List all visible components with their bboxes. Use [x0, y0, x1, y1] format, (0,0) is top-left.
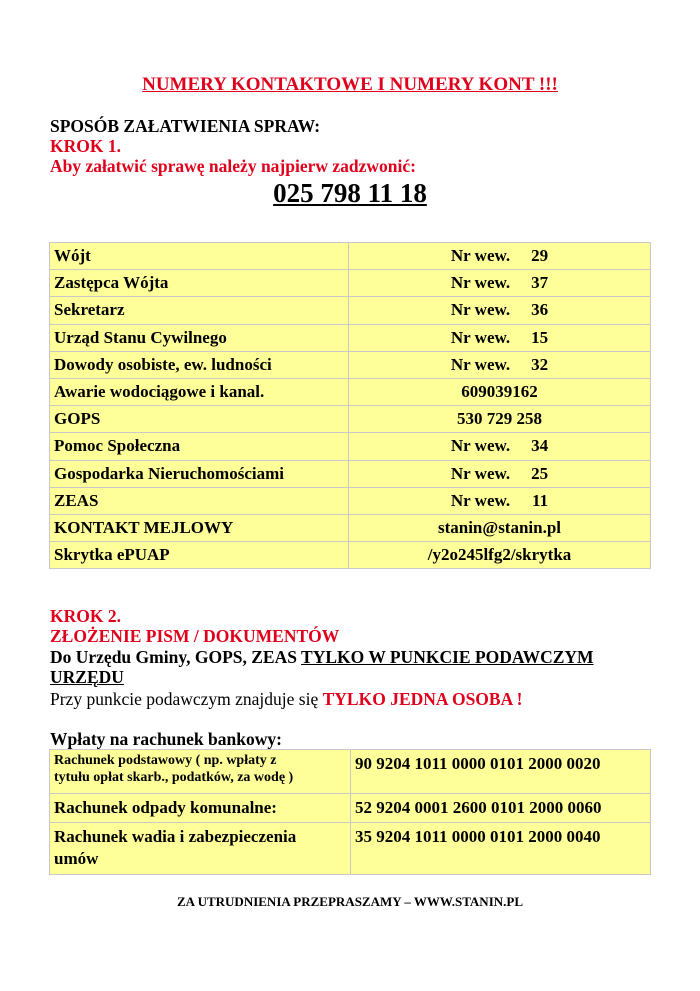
contact-name: Zastępca Wójta	[50, 270, 349, 297]
account-label-line1: Rachunek wadia i zabezpieczenia	[54, 827, 297, 846]
account-number[interactable]: 90 9204 1011 0000 0101 2000 0020	[351, 750, 651, 794]
contact-extension	[349, 460, 651, 487]
table-row	[50, 542, 651, 569]
table-row	[50, 378, 651, 405]
table-row	[50, 794, 651, 823]
table-row	[50, 514, 651, 541]
table-row	[50, 270, 651, 297]
account-label	[50, 794, 351, 823]
contact-name: Dowody osobiste, ew. ludności	[50, 351, 349, 378]
contact-extension	[349, 487, 651, 514]
ext-number: 25	[531, 463, 549, 483]
account-label-line2: umów	[54, 849, 99, 868]
account-number[interactable]: 35 9204 1011 0000 0101 2000 0040	[351, 823, 651, 875]
contact-phone[interactable]: 609039162	[349, 378, 651, 405]
contact-name: KONTAKT MEJLOWY	[50, 514, 349, 541]
ext-number: 32	[531, 354, 549, 374]
account-number[interactable]: 52 9204 0001 2600 0101 2000 0060	[351, 794, 651, 823]
step2-line1	[50, 647, 594, 668]
step1-instruction: Aby załatwić sprawę należy najpierw zadzwonić:	[50, 156, 416, 176]
main-phone-number[interactable]: 025 798 11 18	[273, 178, 427, 208]
contact-name: GOPS	[50, 406, 349, 433]
step2-label: KROK 2.	[50, 606, 121, 626]
ext-label: Nr wew.	[450, 300, 511, 320]
table-row	[50, 243, 651, 270]
bank-accounts-table	[49, 749, 651, 875]
ext-number: 34	[531, 436, 549, 456]
contact-name: ZEAS	[50, 487, 349, 514]
contact-name: Gospodarka Nieruchomościami	[50, 460, 349, 487]
ext-number: 29	[531, 246, 549, 266]
account-label-line1: Rachunek podstawowy ( np. wpłaty z	[54, 753, 277, 768]
table-row	[50, 406, 651, 433]
epuap-address[interactable]: /y2o245lfg2/skrytka	[349, 542, 651, 569]
step1-label: KROK 1.	[50, 136, 121, 156]
page-title: NUMERY KONTAKTOWE I NUMERY KONT !!!	[142, 74, 558, 95]
ext-label: Nr wew.	[450, 354, 511, 374]
contact-name: Skrytka ePUAP	[50, 542, 349, 569]
contact-extension	[349, 297, 651, 324]
step2-line1-underlined: TYLKO W PUNKCIE PODAWCZYM	[301, 647, 594, 667]
ext-number: 36	[531, 300, 549, 320]
ext-label: Nr wew.	[450, 436, 511, 456]
step2-line3	[50, 689, 522, 710]
contact-name: Wójt	[50, 243, 349, 270]
contact-name: Urząd Stanu Cywilnego	[50, 324, 349, 351]
step2-heading: ZŁOŻENIE PISM / DOKUMENTÓW	[50, 626, 340, 646]
contact-extension	[349, 324, 651, 351]
table-row	[50, 324, 651, 351]
table-row	[50, 351, 651, 378]
ext-number: 11	[532, 490, 549, 510]
table-row	[50, 823, 651, 875]
ext-label: Nr wew.	[450, 463, 511, 483]
contact-extension	[349, 433, 651, 460]
account-label	[50, 750, 351, 794]
contact-extension	[349, 270, 651, 297]
ext-label: Nr wew.	[450, 327, 511, 347]
table-row	[50, 750, 651, 794]
ext-label: Nr wew.	[450, 490, 511, 510]
footer-note: ZA UTRUDNIENIA PRZEPRASZAMY – WWW.STANIN.PL	[177, 894, 523, 909]
contact-name: Pomoc Społeczna	[50, 433, 349, 460]
step1-heading: SPOSÓB ZAŁATWIENIA SPRAW:	[50, 116, 321, 136]
bank-heading: Wpłaty na rachunek bankowy:	[50, 729, 282, 749]
contact-extension	[349, 243, 651, 270]
step2-line3-highlight: TYLKO JEDNA OSOBA !	[322, 689, 523, 709]
ext-number: 15	[531, 327, 549, 347]
contact-extension	[349, 351, 651, 378]
account-label-line2: tytułu opłat skarb., podatków, za wodę )	[54, 770, 294, 785]
contact-name: Awarie wodociągowe i kanal.	[50, 378, 349, 405]
table-row	[50, 297, 651, 324]
contact-phone[interactable]: 530 729 258	[349, 406, 651, 433]
step2-line3-prefix: Przy punkcie podawczym znajduje się	[50, 689, 323, 709]
account-label	[50, 823, 351, 875]
step2-line1-prefix: Do Urzędu Gminy, GOPS, ZEAS	[50, 647, 302, 667]
ext-label: Nr wew.	[450, 273, 511, 293]
table-row	[50, 460, 651, 487]
contacts-table	[49, 242, 651, 569]
step2-line2: URZĘDU	[50, 667, 124, 687]
ext-label: Nr wew.	[450, 246, 511, 266]
table-row	[50, 487, 651, 514]
contact-name: Sekretarz	[50, 297, 349, 324]
contact-email-link[interactable]: stanin@stanin.pl	[349, 514, 651, 541]
ext-number: 37	[531, 273, 549, 293]
account-label-line1: Rachunek odpady komunalne:	[54, 798, 277, 817]
table-row	[50, 433, 651, 460]
